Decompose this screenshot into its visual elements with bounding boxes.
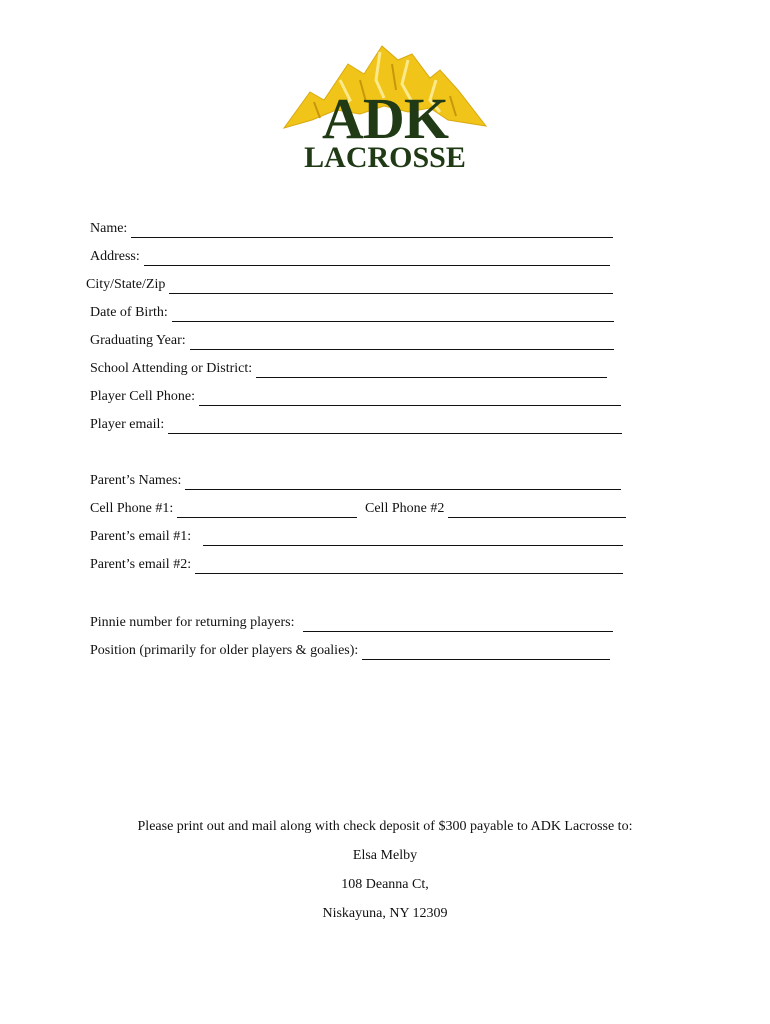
adk-lacrosse-logo xyxy=(280,40,490,180)
city-state-zip-label: City/State/Zip xyxy=(86,277,166,292)
cell-phone-1-field[interactable] xyxy=(90,500,357,518)
cell-phone-2-label: Cell Phone #2 xyxy=(365,501,445,516)
name-field[interactable] xyxy=(90,220,613,238)
city-state-zip-line[interactable] xyxy=(169,280,613,294)
parent-email-1-field[interactable] xyxy=(90,528,623,546)
name-label: Name: xyxy=(90,221,128,236)
mail-recipient-name: Elsa Melby xyxy=(352,848,418,863)
player-cell-phone-line[interactable] xyxy=(199,392,621,406)
mail-city-state-zip: Niskayuna, NY 12309 xyxy=(322,906,448,921)
pinnie-number-line[interactable] xyxy=(303,618,613,632)
parents-names-field[interactable] xyxy=(90,472,621,490)
logo-lacrosse-text: LACROSSE xyxy=(304,141,466,174)
parent-email-2-field[interactable] xyxy=(90,556,623,574)
school-district-line[interactable] xyxy=(256,364,607,378)
date-of-birth-line[interactable] xyxy=(172,308,614,322)
position-line[interactable] xyxy=(362,646,610,660)
parents-names-label: Parent’s Names: xyxy=(90,473,182,488)
city-state-zip-field[interactable] xyxy=(86,276,613,294)
mail-instruction: Please print out and mail along with check deposit of $300 payable to ADK Lacrosse to: xyxy=(137,819,633,834)
mail-street-address: 108 Deanna Ct, xyxy=(341,877,429,892)
cell-phone-1-line[interactable] xyxy=(177,504,357,518)
address-line[interactable] xyxy=(144,252,610,266)
position-field[interactable] xyxy=(90,642,610,660)
date-of-birth-field[interactable] xyxy=(90,304,614,322)
player-email-field[interactable] xyxy=(90,416,622,434)
cell-phone-2-line[interactable] xyxy=(448,504,626,518)
player-email-label: Player email: xyxy=(90,417,165,432)
parent-email-1-line[interactable] xyxy=(203,532,623,546)
pinnie-number-label: Pinnie number for returning players: xyxy=(90,615,295,630)
player-cell-phone-label: Player Cell Phone: xyxy=(90,389,195,404)
graduating-year-field[interactable] xyxy=(90,332,614,350)
parents-names-line[interactable] xyxy=(185,476,621,490)
graduating-year-line[interactable] xyxy=(190,336,614,350)
school-district-field[interactable] xyxy=(90,360,607,378)
parent-email-1-label: Parent’s email #1: xyxy=(90,529,192,544)
cell-phone-1-label: Cell Phone #1: xyxy=(90,501,174,516)
parent-email-2-line[interactable] xyxy=(195,560,623,574)
school-district-label: School Attending or District: xyxy=(90,361,253,376)
name-line[interactable] xyxy=(131,224,613,238)
player-email-line[interactable] xyxy=(168,420,622,434)
address-field[interactable] xyxy=(90,248,610,266)
graduating-year-label: Graduating Year: xyxy=(90,333,186,348)
date-of-birth-label: Date of Birth: xyxy=(90,305,168,320)
parent-email-2-label: Parent’s email #2: xyxy=(90,557,192,572)
address-label: Address: xyxy=(90,249,140,264)
position-label: Position (primarily for older players & goalies): xyxy=(90,643,359,658)
player-cell-phone-field[interactable] xyxy=(90,388,621,406)
cell-phone-2-field[interactable] xyxy=(365,500,626,518)
logo-adk-text: ADK xyxy=(322,86,448,151)
pinnie-number-field[interactable] xyxy=(90,614,613,632)
